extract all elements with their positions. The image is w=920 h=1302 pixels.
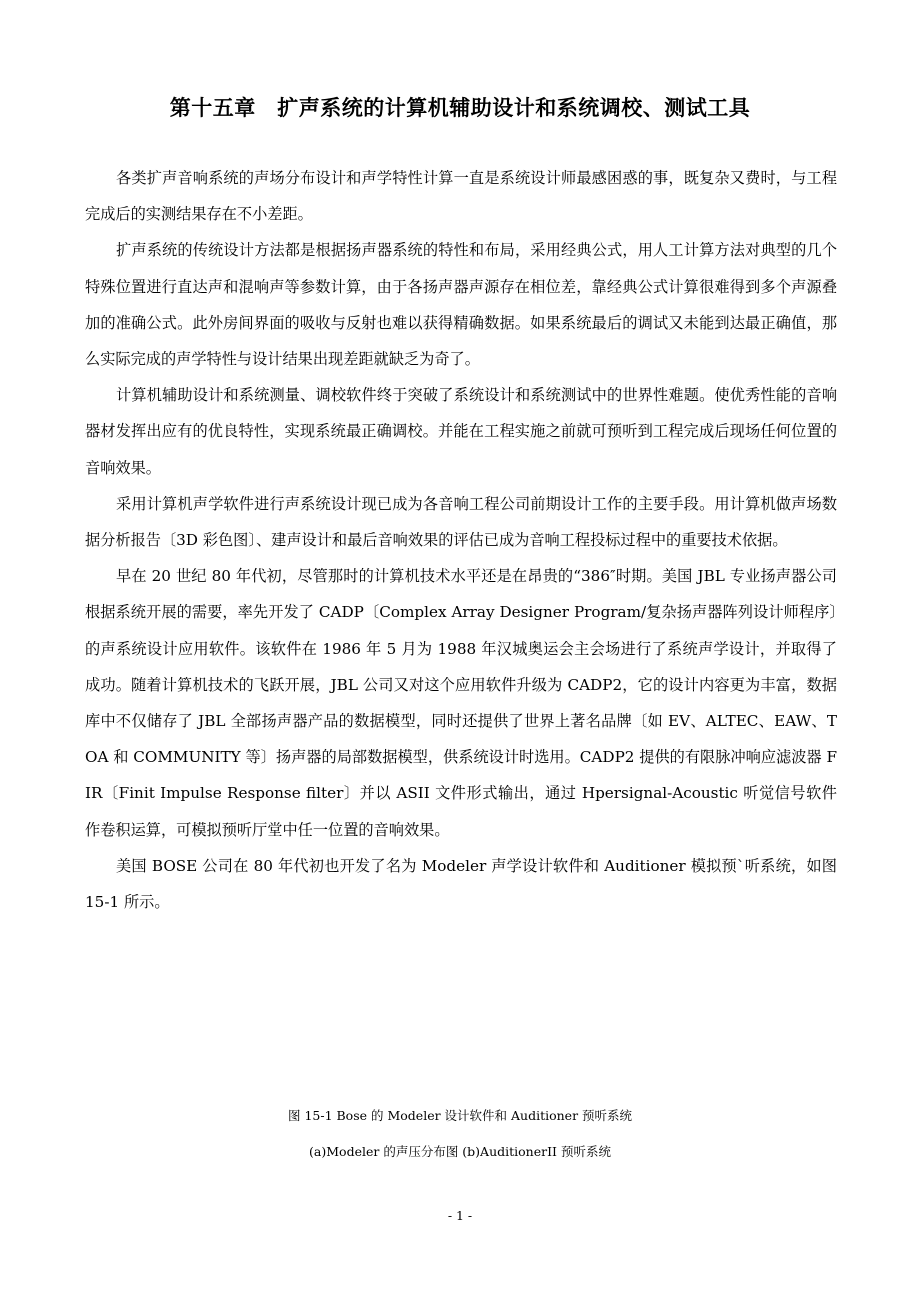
figure-caption: 图 15-1 Bose 的 Modeler 设计软件和 Auditioner 预听系统 [287, 1108, 633, 1123]
paragraph-4: 采用计算机声学软件进行声系统设计现已成为各音响工程公司前期设计工作的主要手段。用计算机做声场数据分析报告〔3D 彩色图〕、建声设计和最后音响效果的评估已成为音响工程投标过程中的重要技术依据。 [85, 494, 837, 550]
chapter-title: 第十五章 扩声系统的计算机辅助设计和系统调校、测试工具 [169, 96, 751, 120]
paragraph-3: 计算机辅助设计和系统测量、调校软件终于突破了系统设计和系统测试中的世界性难题。使优秀性能的音响器材发挥出应有的优良特性，实现系统最正确调校。并能在工程实施之前就可预听到工程完成后现场任何位置的音响效果。 [85, 386, 837, 477]
figure-subcaption: (a)Modeler 的声压分布图 (b)AuditionerII 预听系统 [309, 1144, 611, 1159]
page-number: - 1 - [447, 1208, 473, 1223]
paragraph-5: 早在 20 世纪 80 年代初，尽管那时的计算机技术水平还是在昂贵的“386″时期。美国 JBL 专业扬声器公司根据系统开展的需要，率先开发了 CADP〔Complex Array Designer Program/复杂扬声器阵列设计师程序〕的声系统设计应用软件。该软件在 1986 年 5 月为 1988 年汉城奥运会主会场进行了系统声学设计，并取得了成功。随着计算机技术的飞跃开展，JBL 公司又对这个应用软件升级为 CADP2，它的设计内容更为丰富，数据库中不仅储存了 JBL 全部扬声器产品的数据模型，同时还提供了世界上著名品牌〔如 EV、ALTEC、EAW、TOA 和 COMMUNITY 等〕扬声器的局部数据模型，供系统设计时选用。CADP2 提供的有限脉冲响应滤波器 FIR〔Finit Impulse Response filter〕并以 ASII 文件形式输出，通过 Hpersignal-Acoustic 听觉信号软件作卷积运算，可模拟预听厅堂中任一位置的音响效果。 [85, 567, 837, 839]
paragraph-2: 扩声系统的传统设计方法都是根据扬声器系统的特性和布局，采用经典公式，用人工计算方法对典型的几个特殊位置进行直达声和混响声等参数计算，由于各扬声器声源存在相位差，靠经典公式计算很难得到多个声源叠加的准确公式。此外房间界面的吸收与反射也难以获得精确数据。如果系统最后的调试又未能到达最正确值，那么实际完成的声学特性与设计结果出现差距就缺乏为奇了。 [85, 241, 837, 369]
body-text [85, 160, 837, 920]
paragraph-6: 美国 BOSE 公司在 80 年代初也开发了名为 Modeler 声学设计软件和 Auditioner 模拟预`听系统，如图 15-1 所示。 [85, 856, 837, 912]
paragraph-1: 各类扩声音响系统的声场分布设计和声学特性计算一直是系统设计师最感困惑的事，既复杂又费时，与工程完成后的实测结果存在不小差距。 [85, 169, 837, 224]
